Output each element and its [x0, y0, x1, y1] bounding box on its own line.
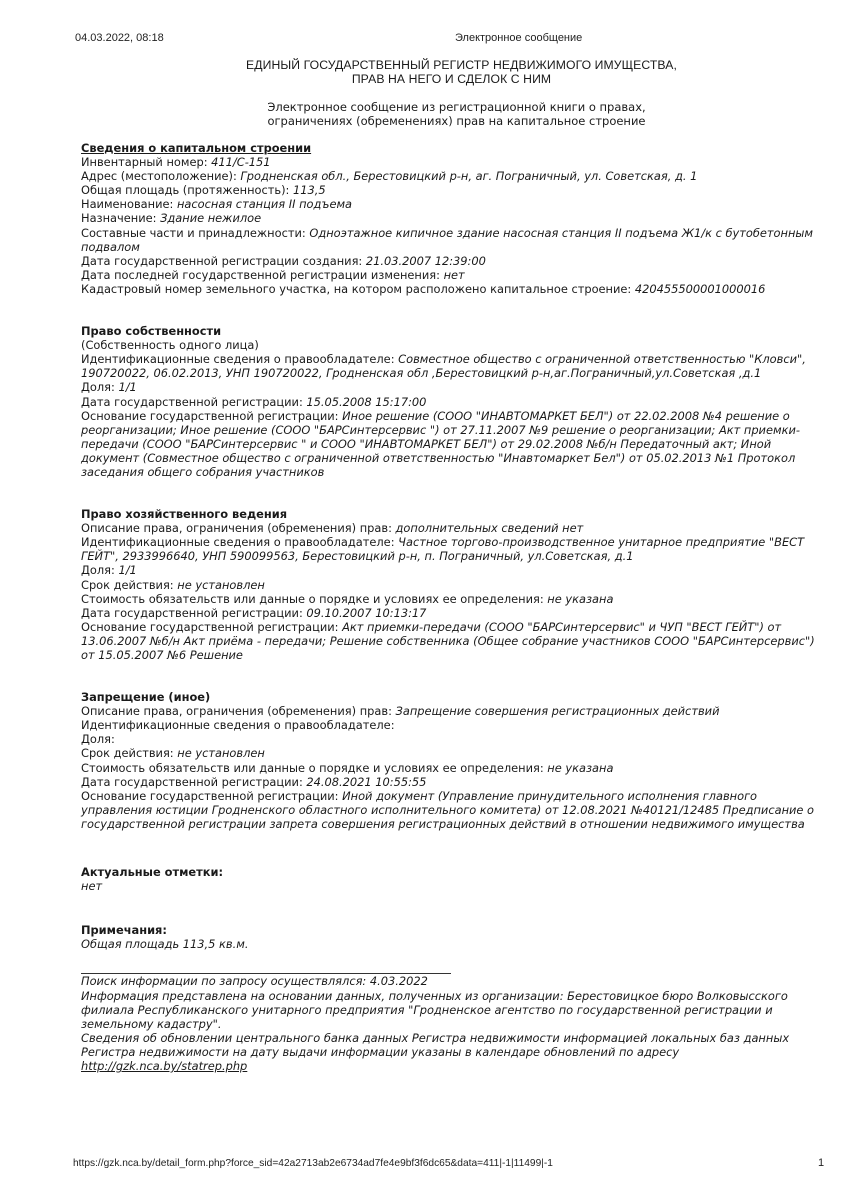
field-label: Идентификационные сведения о правообладателе:	[81, 535, 399, 550]
field-row	[81, 352, 821, 380]
section-notes	[81, 923, 821, 951]
field-row	[81, 775, 821, 789]
field-label: Основание государственной регистрации:	[81, 408, 343, 423]
field-row	[81, 718, 821, 732]
print-doc-type: Электронное сообщение	[455, 32, 583, 44]
field-label: Инвентарный номер:	[81, 155, 212, 170]
field-label: Описание права, ограничения (обременения) прав:	[81, 704, 396, 719]
field-label: Доля:	[81, 380, 119, 395]
section-title: Сведения о капитальном строении	[81, 141, 312, 155]
field-label: Срок действия:	[81, 746, 178, 761]
field-label: Доля:	[81, 732, 115, 747]
section-title: Запрещение (иное)	[81, 690, 211, 705]
field-row	[81, 746, 821, 760]
field-value: Совместное общество с ограниченной ответственностью "Кловси", 190720022, 06.02.2013, УНП 190720022, Гродненская обл ,Берестовицкий р-н,аг.Пограничный,ул.Советская ,д.1	[81, 352, 806, 381]
field-label: Описание права, ограничения (обременения) прав:	[81, 521, 396, 536]
field-row	[81, 535, 821, 563]
field-row	[81, 521, 821, 535]
field-row	[81, 732, 821, 746]
field-value: 1/1	[118, 563, 137, 578]
section-title: Право хозяйственного ведения	[81, 507, 288, 522]
section-economic-management	[81, 507, 821, 662]
field-value: насосная станция II подъема	[176, 197, 353, 212]
footer-search-date: Поиск информации по запросу осуществлялся: 4.03.2022	[81, 974, 428, 989]
field-row	[81, 282, 821, 296]
field-row	[81, 169, 821, 183]
field-value: Гродненская обл., Берестовицкий р-н, аг. Пограничный, ул. Советская, д. 1	[240, 169, 698, 184]
section-rows	[81, 155, 821, 296]
field-value: 24.08.2021 10:55:55	[306, 774, 427, 789]
footer-update-info: Сведения об обновлении центрального банка данных Регистра недвижимости информацией локальных баз данных Регистра недвижимости на дату выдачи информации указаны в календаре обновлений по адресу	[81, 1030, 790, 1059]
field-row	[81, 268, 821, 282]
document-subtitle-line-2: ограничениях (обременениях) прав на капитальное строение	[267, 114, 646, 128]
field-value: 420455500001000016	[634, 281, 766, 296]
field-label: Дата государственной регистрации:	[81, 774, 307, 789]
document-title-line-2: ПРАВ НА НЕГО И СДЕЛОК С НИМ	[351, 72, 552, 86]
section-current-marks	[81, 865, 821, 893]
section-title: Примечания:	[81, 923, 167, 938]
field-value: Здание нежилое	[160, 211, 262, 226]
field-label: Назначение:	[81, 211, 161, 226]
field-label: Наименование:	[81, 197, 177, 212]
field-row	[81, 563, 821, 577]
print-datetime: 04.03.2022, 08:18	[75, 32, 164, 44]
field-row	[81, 578, 821, 592]
section-title: Право собственности	[81, 324, 222, 339]
field-value: 1/1	[118, 380, 137, 395]
field-row	[81, 606, 821, 620]
section-prohibition	[81, 690, 821, 831]
field-value: Одноэтажное кипичное здание насосная станция II подъема Ж1/к с бутобетонным подвалом	[81, 225, 813, 254]
field-row	[81, 155, 821, 169]
page-url: https://gzk.nca.by/detail_form.php?force_sid=42a2713ab2e6734ad7fe4e9bf3f6dc65&data=411|-1|11499|-1	[73, 1158, 553, 1169]
field-label: Дата последней государственной регистрации изменения:	[81, 267, 444, 282]
field-row	[81, 183, 821, 197]
field-value: дополнительных сведений нет	[395, 521, 584, 536]
footer-source: Информация представлена на основании данных, полученных из организации: Берестовицкое бюро Волковысского филиала Республиканского унитарного предприятия "Гродненское агентство по государственной регистрации и земельному кадастру".	[81, 988, 788, 1031]
field-label: Основание государственной регистрации:	[81, 619, 343, 634]
field-label: Идентификационные сведения о правообладателе:	[81, 352, 399, 367]
field-value: Иной документ (Управление принудительного исполнения главного управления юстиции Гродненского областного исполнительного комитета) от 12.08.2021 №40121/12485 Предписание о государственной регистрации запрета совершения регистрационных действий в отношении недвижимого имущества	[81, 788, 815, 831]
field-label: Общая площадь (протяженность):	[81, 183, 294, 198]
field-row	[81, 409, 821, 479]
field-label: Дата государственной регистрации создания:	[81, 253, 366, 268]
field-label: Адрес (местоположение):	[81, 169, 241, 184]
field-value: Запрещение совершения регистрационных действий	[395, 704, 720, 719]
field-row	[81, 789, 821, 831]
field-value: 09.10.2007 10:13:17	[306, 605, 427, 620]
field-row	[81, 592, 821, 606]
statrep-link[interactable]: http://gzk.nca.by/statrep.php	[81, 1058, 248, 1073]
field-label: Дата государственной регистрации:	[81, 394, 307, 409]
field-label: Стоимость обязательств или данные о порядке и условиях ее определения:	[81, 591, 548, 606]
field-value: 411/С-151	[211, 155, 271, 170]
field-label: Идентификационные сведения о правообладателе:	[81, 718, 395, 733]
notes-value: Общая площадь 113,5 кв.м.	[81, 937, 249, 952]
section-rows	[81, 704, 821, 831]
field-value: не установлен	[177, 746, 265, 761]
field-label: Стоимость обязательств или данные о порядке и условиях ее определения:	[81, 760, 548, 775]
document-title-line-1: ЕДИНЫЙ ГОСУДАРСТВЕННЫЙ РЕГИСТР НЕДВИЖИМОГО ИМУЩЕСТВА,	[246, 58, 677, 72]
field-row	[81, 254, 821, 268]
section-ownership	[81, 324, 821, 479]
field-value: Иное решение (СООО "ИНАВТОМАРКЕТ БЕЛ") от 22.02.2008 №4 решение о реорганизации; Иное решение (СООО "БАРСинтерсервис ") от 27.11.2007 №9 решение о реорганизации; Акт приемки-передачи (СООО "БАРСинтерсервис " и СООО "ИНАВТОМАРКЕТ БЕЛ") от 29.02.2008 №б/н Передаточный акт; Иной документ (Совместное общество с ограниченной ответственностью "Инавтомаркет Бел") от 05.02.2013 №1 Протокол заседания общего собрания участников	[81, 408, 800, 479]
document-subtitle-line-1: Электронное сообщение из регистрационной книги о правах,	[267, 100, 646, 114]
document-subtitle	[0, 100, 863, 128]
field-label: Основание государственной регистрации:	[81, 788, 343, 803]
page-number: 1	[818, 1157, 825, 1169]
document-body	[81, 141, 821, 1073]
field-label: Дата государственной регистрации:	[81, 605, 307, 620]
field-value: нет	[443, 267, 465, 282]
current-marks-value: нет	[81, 879, 103, 894]
field-row	[81, 704, 821, 718]
ownership-type-note: (Собственность одного лица)	[81, 338, 259, 353]
section-rows	[81, 352, 821, 479]
field-value: не указана	[547, 591, 614, 606]
field-row	[81, 395, 821, 409]
section-title: Актуальные отметки:	[81, 865, 223, 880]
field-value: Частное торгово-производственное унитарное предприятие "ВЕСТ ГЕЙТ", 2933996640, УНП 590099563, Берестовицкий р-н, п. Пограничный, ул.Советская, д.1	[81, 535, 805, 564]
field-value: не указана	[547, 760, 614, 775]
field-row	[81, 197, 821, 211]
section-rows	[81, 521, 821, 662]
field-row	[81, 620, 821, 662]
field-row	[81, 226, 821, 254]
field-value: 21.03.2007 12:39:00	[365, 253, 486, 268]
section-building	[81, 141, 821, 296]
field-value: 113,5	[293, 183, 326, 198]
document-title	[0, 58, 863, 86]
field-label: Кадастровый номер земельного участка, на котором расположено капитальное строение:	[81, 281, 635, 296]
field-label: Доля:	[81, 563, 119, 578]
field-row	[81, 211, 821, 225]
field-label: Срок действия:	[81, 577, 178, 592]
field-value: 15.05.2008 15:17:00	[306, 394, 427, 409]
field-row	[81, 380, 821, 394]
field-label: Составные части и принадлежности:	[81, 225, 310, 240]
field-value: Акт приемки-передачи (СООО "БАРСинтерсервис" и ЧУП "ВЕСТ ГЕЙТ") от 13.06.2007 №б/н Акт приёма - передачи; Решение собственника (Общее собрание участников СООО "БАРСинтерсервис") от 15.05.2007 №6 Решение	[81, 619, 815, 662]
field-row	[81, 761, 821, 775]
field-value: не установлен	[177, 577, 265, 592]
